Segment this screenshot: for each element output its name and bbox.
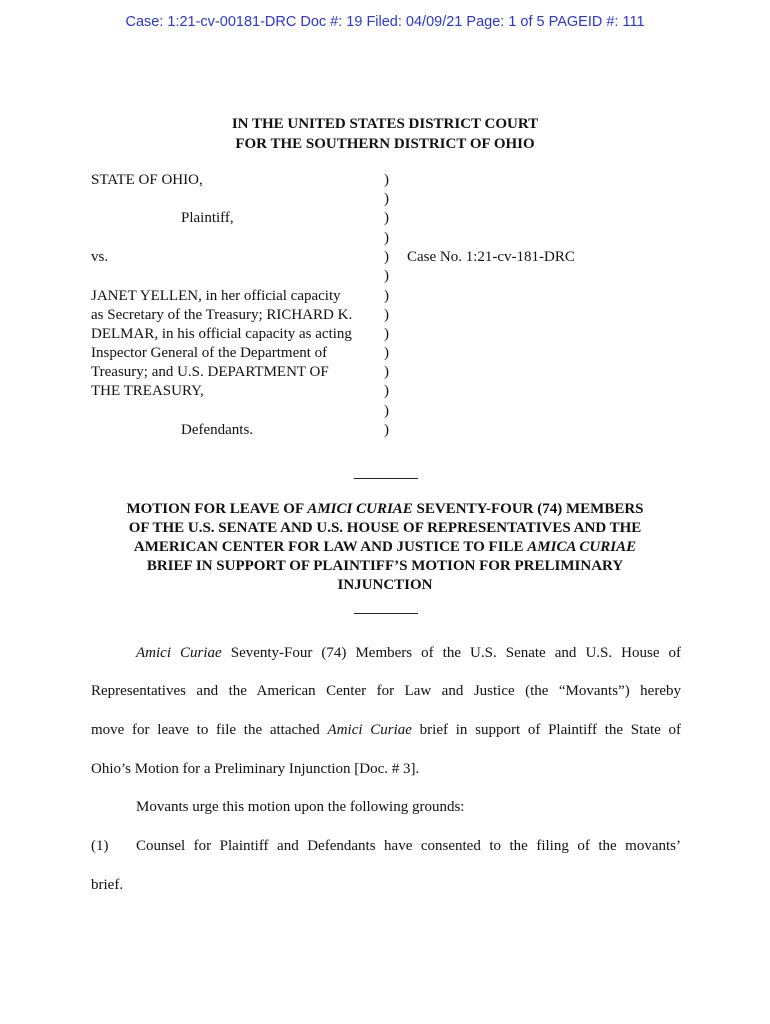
list-item-1-line-1: Counsel for Plaintiff and Defendants have consented to the filing of the movants’ xyxy=(136,838,681,854)
paragraph-2: Movants urge this motion upon the following grounds: xyxy=(136,799,465,815)
title-italic-text: AMICI CURIAE xyxy=(307,501,413,517)
paren: ) xyxy=(384,230,389,246)
paren: ) xyxy=(384,210,389,226)
paren: ) xyxy=(384,249,389,265)
paragraph-1-line-3 xyxy=(91,720,681,740)
case-number: Case No. 1:21-cv-181-DRC xyxy=(407,249,575,265)
defendant-line: JANET YELLEN, in her official capacity xyxy=(91,288,341,304)
list-item-number: (1) xyxy=(91,838,109,854)
versus: vs. xyxy=(91,249,109,265)
defendant-line: as Secretary of the Treasury; RICHARD K. xyxy=(91,307,353,323)
title-text: MOTION FOR LEAVE OF xyxy=(126,501,308,517)
plaintiff-role: Plaintiff, xyxy=(181,210,234,226)
motion-title-line: OF THE U.S. SENATE AND U.S. HOUSE OF REPRESENTATIVES AND THE xyxy=(128,520,642,536)
paren: ) xyxy=(384,326,389,342)
paren: ) xyxy=(384,345,389,361)
paren: ) xyxy=(384,288,389,304)
motion-title-line xyxy=(60,538,710,557)
paren: ) xyxy=(384,172,389,188)
paren: ) xyxy=(384,268,389,284)
italic-text: Amici Curiae xyxy=(327,722,412,738)
paren: ) xyxy=(384,422,389,438)
body-text: Seventy-Four (74) Members of the U.S. Senate and U.S. House of xyxy=(221,645,682,661)
defendant-line: THE TREASURY, xyxy=(91,383,204,399)
court-heading-line-2: FOR THE SOUTHERN DISTRICT OF OHIO xyxy=(235,136,535,152)
motion-title-line xyxy=(60,500,710,519)
paragraph-1-line-1 xyxy=(136,643,681,663)
defendant-role: Defendants. xyxy=(181,422,254,438)
paragraph-1-line-2: Representatives and the American Center for Law and Justice (the “Movants”) hereby xyxy=(91,683,681,699)
italic-text: Amici Curiae xyxy=(136,645,222,661)
defendant-line: DELMAR, in his official capacity as acting xyxy=(91,326,352,342)
paren: ) xyxy=(384,307,389,323)
motion-title xyxy=(60,500,710,595)
court-heading-line-1: IN THE UNITED STATES DISTRICT COURT xyxy=(231,116,539,132)
paragraph-1-line-4: Ohio’s Motion for a Preliminary Injunction [Doc. # 3]. xyxy=(91,761,420,777)
paren: ) xyxy=(384,403,389,419)
motion-title-line: INJUNCTION xyxy=(337,577,433,593)
defendant-line: Inspector General of the Department of xyxy=(91,345,328,361)
plaintiff-name: STATE OF OHIO, xyxy=(91,172,203,188)
separator-rule xyxy=(354,613,418,614)
title-text: AMERICAN CENTER FOR LAW AND JUSTICE TO FILE xyxy=(133,539,528,555)
title-italic-text: AMICA CURIAE xyxy=(527,539,637,555)
separator-rule xyxy=(354,478,418,479)
case-caption xyxy=(91,171,711,446)
defendant-line: Treasury; and U.S. DEPARTMENT OF xyxy=(91,364,329,380)
paren: ) xyxy=(384,364,389,380)
ecf-header-stamp: Case: 1:21-cv-00181-DRC Doc #: 19 Filed: 04/09/21 Page: 1 of 5 PAGEID #: 111 xyxy=(125,14,645,30)
body-text: move for leave to file the attached xyxy=(91,722,328,738)
list-item-1-line-2: brief. xyxy=(91,877,124,893)
court-heading xyxy=(0,114,770,154)
body-text: brief in support of Plaintiff the State of xyxy=(411,722,681,738)
title-text: SEVENTY-FOUR (74) MEMBERS xyxy=(412,501,644,517)
paren: ) xyxy=(384,383,389,399)
paren: ) xyxy=(384,191,389,207)
motion-title-line: BRIEF IN SUPPORT OF PLAINTIFF’S MOTION FOR PRELIMINARY xyxy=(146,558,624,574)
